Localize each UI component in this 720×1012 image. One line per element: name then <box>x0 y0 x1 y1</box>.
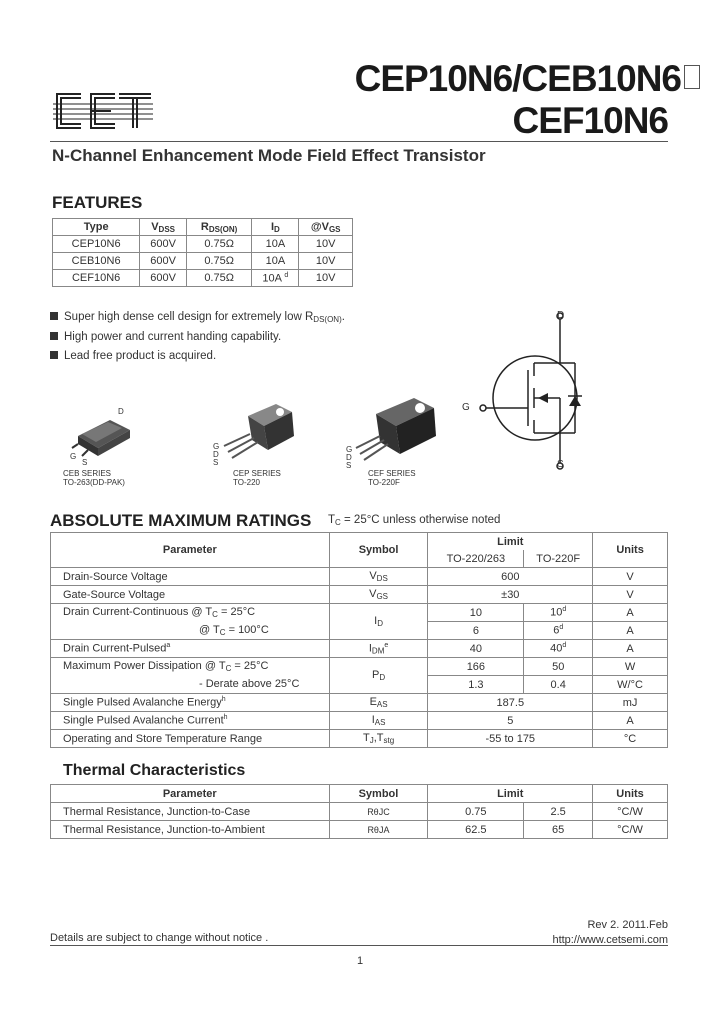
col-rdson: $R_{DS(ON)}$ <box>186 219 251 236</box>
pin-label-s: S <box>557 459 564 470</box>
ratings-heading: ABSOLUTE MAXIMUM RATINGS <box>50 511 312 530</box>
ceb-package-label: TO-263(DD-PAK) <box>63 478 125 487</box>
ceb-series-label: CEB SERIES <box>63 469 112 478</box>
col-parameter: Parameter <box>51 785 330 803</box>
col-vdss: $V_{DSS}$ <box>140 219 187 236</box>
page-title-line2: CEF10N6 <box>512 100 668 141</box>
col-type: Type <box>53 219 140 236</box>
features-table <box>52 218 353 287</box>
col-units: Units <box>593 785 668 803</box>
revision: Rev 2. 2011.Feb <box>587 919 668 931</box>
thermal-heading: Thermal Characteristics <box>63 762 246 779</box>
table-row: @ $T_C = 100^\circ C$ 6 6$^d$ A <box>51 622 668 640</box>
table-row: Thermal Resistance, Junction-to-Case RθJC 0.75 2.5 °C/W <box>51 803 668 821</box>
subtitle: N-Channel Enhancement Mode Field Effect Transistor <box>52 146 486 165</box>
table-row: - Derate above 25°C 1.3 0.4 W/°C <box>51 676 668 694</box>
cep-series-label: CEP SERIES <box>233 469 281 478</box>
thermal-table <box>50 784 668 839</box>
table-row: Drain Current-Continuous @ $T_C = 25^\circ C$ $I_D$ 10 10$^d$ A <box>51 604 668 622</box>
bullet-item: Lead free product is acquired. <box>50 350 216 362</box>
col-parameter: Parameter <box>51 533 330 568</box>
page-title-line1: CEP10N6/CEB10N6 <box>320 58 700 100</box>
cef-series-label: CEF SERIES <box>368 469 416 478</box>
cet-logo <box>53 90 153 132</box>
bullet-item: Super high dense cell design for extremely low $R_{DS(ON)}$. <box>50 311 345 324</box>
table-row: CEB10N6 600V 0.75Ω 10A 10V <box>53 253 353 270</box>
col-id: $I_D$ <box>252 219 299 236</box>
table-row: Maximum Power Dissipation @ $T_C = 25^\circ C$ $P_D$ 166 50 W <box>51 658 668 676</box>
table-row: Thermal Resistance, Junction-to-Ambient RθJA 62.5 65 °C/W <box>51 821 668 839</box>
table-row: CEF10N6 600V 0.75Ω 10A $^d$ 10V <box>53 270 353 287</box>
table-row: Operating and Store Temperature Range $T_J,T_{stg}$ -55 to 175 °C <box>51 730 668 748</box>
pin-label-g: G <box>462 402 470 413</box>
table-row: Drain-Source Voltage $V_{DS}$ 600 V <box>51 568 668 586</box>
footer-right <box>450 918 668 948</box>
cef-package-label: TO-220F <box>368 478 400 487</box>
divider <box>50 141 668 142</box>
col-symbol: Symbol <box>329 533 428 568</box>
bullet-item: High power and current handing capability. <box>50 331 281 343</box>
cep-package-label: TO-220 <box>233 478 260 487</box>
footer-divider <box>50 945 668 946</box>
features-heading: FEATURES <box>52 193 143 212</box>
footer-notice: Details are subject to change without notice . <box>50 932 269 944</box>
col-limit: Limit <box>428 533 593 551</box>
to263-package-icon <box>68 408 138 468</box>
table-row: Gate-Source Voltage $V_{GS}$ ±30 V <box>51 586 668 604</box>
page-number: 1 <box>356 955 364 967</box>
to220-package-icon <box>218 398 298 468</box>
col-limit: Limit <box>428 785 593 803</box>
table-row: Single Pulsed Avalanche Energy$^h$ $E_{AS}$ 187.5 mJ <box>51 694 668 712</box>
pin-label-d: D <box>557 310 565 321</box>
table-row: Single Pulsed Avalanche Current$^h$ $I_{AS}$ 5 A <box>51 712 668 730</box>
col-symbol: Symbol <box>329 785 428 803</box>
website-link[interactable]: http://www.cetsemi.com <box>552 934 668 946</box>
ratings-table: Parameter Symbol Limit Units TO-220/263 TO-220F Drain-Source Voltage $V_{DS}$ 600 V Gate-Source Voltage $V_{GS}$ ±30 V Drain Current-Continuous @ $T_C = 25^\circ C$ $I_D$ 10 10$^d$ A @ $T_C = 100^\circ C$ 6 6$^d$ A Drain Current-Pulsed$^a$ $I_{DM}^e$ 40 40$^d$ A Maximum Power Dissipation @ $T_C = 25^\circ C$ $P_D$ 166 50 W - Derate above 25°C 1.3 0.4 W/°C Single Pulsed Avalanche Energy$^h$ $E_{AS}$ 187.5 mJ Single Pulsed Avalanche Current$^h$ $I_{AS}$ 5 A Operating and Store Temperature Range $T_J,T_{stg}$ -55 to 175 °C <box>50 532 668 748</box>
ratings-note: $T_C = 25^\circ C$ unless otherwise noted <box>328 514 501 527</box>
col-vgs: $@V_{GS}$ <box>299 219 353 236</box>
col-units: Units <box>593 533 668 568</box>
to220f-package-icon <box>348 392 443 470</box>
table-row: Drain Current-Pulsed$^a$ $I_{DM}^e$ 40 40$^d$ A <box>51 640 668 658</box>
table-row: CEP10N6 600V 0.75Ω 10A 10V <box>53 236 353 253</box>
mosfet-schematic-icon <box>460 308 600 478</box>
